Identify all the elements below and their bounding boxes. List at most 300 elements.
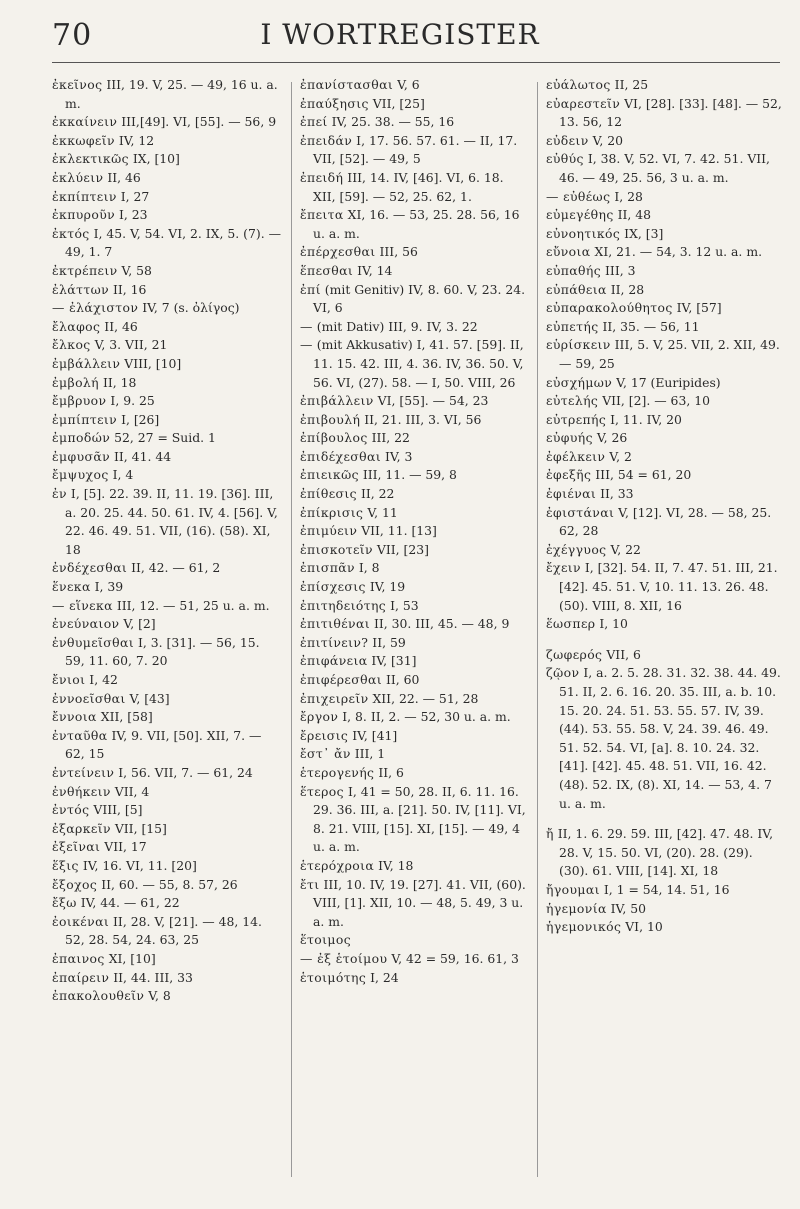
- entry-headword: ἔξοχος: [52, 876, 98, 892]
- section-gap: [546, 813, 782, 825]
- entry-references: VII, 17: [100, 839, 147, 855]
- entry-references: I, 17. 56. 57. 61. — II, 17. VII, [52]. — 49, 5: [313, 132, 518, 167]
- entry-references: I, 27: [116, 188, 150, 204]
- entry-references: XII, [58]: [96, 709, 153, 725]
- entry-headword: ἐκτρέπειν: [52, 262, 118, 278]
- index-entry: [300, 578, 526, 597]
- entry-references: II, 48: [613, 207, 652, 223]
- index-entry: [546, 95, 782, 132]
- entry-headword: εὐαρεστεῖν: [546, 95, 621, 111]
- entry-headword: — ἐξ ἑτοίμου: [300, 950, 388, 966]
- entry-references: I, 8: [354, 560, 380, 576]
- index-entry: [52, 671, 282, 690]
- entry-headword: ἕωσπερ: [546, 616, 596, 632]
- entry-headword: ἐξαρκεῖν: [52, 820, 111, 836]
- entry-references: V, 3. VII, 21: [90, 337, 168, 353]
- entry-references: V, 26: [592, 430, 628, 446]
- entry-references: II, 28: [606, 281, 645, 297]
- entry-headword: ἔξω: [52, 895, 77, 911]
- entry-headword: ἐμβολή: [52, 374, 100, 390]
- index-entry: [52, 894, 282, 913]
- entry-headword: ἐφιστάναι: [546, 504, 615, 520]
- entry-references: V, 6: [393, 77, 420, 92]
- entry-headword: ἐφεξῆς: [546, 467, 592, 483]
- entry-headword: ἔλαφος: [52, 318, 101, 334]
- entry-headword: ἐνεύναιον: [52, 616, 120, 632]
- index-entry: [546, 76, 782, 95]
- entry-headword: ζῷον: [546, 665, 580, 681]
- index-entry: [52, 801, 282, 820]
- entry-headword: εὐφυής: [546, 430, 593, 446]
- entry-references: II, 6: [374, 764, 404, 780]
- index-entry: [52, 634, 282, 671]
- index-entry: [300, 429, 526, 448]
- entry-references: IV, 12: [114, 132, 155, 148]
- entry-references: IV, [41]: [348, 727, 398, 743]
- index-entry: [300, 541, 526, 560]
- entry-headword: ἐπαινος: [52, 950, 105, 966]
- entry-references: I, 11. IV, 20: [606, 411, 682, 427]
- index-entry: [546, 504, 782, 541]
- entry-headword: ἐνθήκειν: [52, 783, 111, 799]
- entry-headword: ἐπιχειρεῖν: [300, 690, 369, 706]
- index-entry: [546, 411, 782, 430]
- index-entry: [52, 318, 282, 337]
- entry-references: V, 20: [588, 132, 623, 148]
- entry-references: I, 28: [610, 188, 643, 204]
- entry-headword: ἐπιμύειν: [300, 523, 358, 539]
- entry-headword: ἐντείνειν: [52, 764, 115, 780]
- index-entry: [52, 355, 282, 374]
- index-entry: [52, 448, 282, 467]
- entry-references: VI, [28]. [33]. [48]. — 52, 13. 56, 12: [559, 95, 782, 130]
- index-entry: [52, 429, 282, 448]
- entry-headword: —: [300, 337, 313, 353]
- index-entry: [300, 95, 526, 114]
- entry-headword: ἐξεῖναι: [52, 839, 101, 855]
- entry-headword: ἐφέλκειν: [546, 448, 606, 464]
- entry-headword: ἡγεμονία: [546, 900, 607, 916]
- index-entry: [300, 76, 526, 95]
- entry-headword: ἐχέγγυος: [546, 541, 607, 557]
- entry-headword: ἐμφυσᾶν: [52, 448, 111, 464]
- index-entry: [546, 541, 782, 560]
- entry-headword: εὐπαθής: [546, 262, 602, 278]
- entry-references: VII, [23]: [372, 541, 429, 557]
- index-entry: [52, 132, 282, 151]
- index-entry: [300, 485, 526, 504]
- entry-headword: ἔτι: [300, 876, 320, 892]
- entry-headword: εὐτρεπής: [546, 411, 607, 427]
- index-entry: [300, 448, 526, 467]
- entry-headword: εὐδειν: [546, 132, 589, 148]
- entry-references: II, 42. — 61, 2: [127, 560, 221, 576]
- entry-headword: ἐπίβουλος: [300, 430, 368, 446]
- entry-headword: ἐπαύξησις: [300, 95, 369, 111]
- index-entry: [52, 950, 282, 969]
- entry-headword: ἐπίσχεσις: [300, 579, 366, 595]
- entry-references: I, 8. II, 2. — 52, 30 u. a. m.: [338, 709, 511, 725]
- entry-headword: ἐπαίρειν: [52, 969, 110, 985]
- index-entry: [52, 708, 282, 727]
- entry-references: III, 10. IV, 19. [27]. 41. VII, (60). VIII, [1]. XII, 10. — 48, 5. 49, 3 u. a. m.: [313, 876, 526, 929]
- index-entry: [546, 225, 782, 244]
- entry-references: II, 28. V, [21]. — 48, 14. 52, 28. 54, 24. 63, 25: [65, 913, 262, 948]
- entry-headword: ἔργον: [300, 709, 339, 725]
- running-head: I WORTREGISTER: [260, 18, 540, 51]
- index-entry: [546, 664, 782, 813]
- entry-references: VIII, [5]: [89, 802, 143, 818]
- entry-headword: ἐπίθεσις: [300, 486, 357, 502]
- index-entry: [52, 820, 282, 839]
- index-entry: [300, 876, 526, 932]
- entry-headword: ἔστ᾽ ἄν: [300, 746, 351, 762]
- entry-headword: ζωφερός: [546, 646, 603, 662]
- entry-headword: ἐκπυροῦν: [52, 207, 116, 223]
- entry-references: IV, 19: [365, 579, 406, 595]
- entry-headword: ἕξις: [52, 857, 79, 873]
- entry-references: II, 59: [368, 634, 406, 650]
- index-entry: [52, 597, 282, 616]
- entry-references: III,[49]. VI, [55]. — 56, 9: [117, 114, 277, 130]
- entry-references: II, 44. III, 33: [109, 969, 193, 985]
- entry-references: II, 35. — 56, 11: [598, 318, 700, 334]
- entry-references: I, 38. V, 52. VI, 7. 42. 51. VII, 46. — 49, 25. 56, 3 u. a. m.: [559, 151, 770, 185]
- index-entry: [52, 374, 282, 393]
- entry-references: VII, [15]: [110, 820, 167, 836]
- index-entry: [546, 881, 782, 900]
- entry-references: II, 33: [596, 486, 634, 502]
- entry-references: (mit Dativ) III, 9. IV, 3. 22: [312, 318, 478, 334]
- index-entry: [300, 132, 526, 169]
- index-entry: [300, 504, 526, 523]
- index-entry: [52, 188, 282, 207]
- entry-headword: ἐπακολουθεῖν: [52, 988, 145, 1004]
- index-entry: [300, 411, 526, 430]
- index-entry: [546, 466, 782, 485]
- index-entry: [300, 969, 526, 988]
- entry-references: I, 53: [386, 597, 419, 613]
- entry-headword: ἑτερογενής: [300, 764, 375, 780]
- entry-references: III, 1: [350, 746, 386, 762]
- entry-references: VII, 4: [110, 783, 150, 799]
- entry-references: I, a. 2. 5. 28. 31. 32. 38. 44. 49. 51. II, 2. 6. 16. 20. 35. III, a. b. 10. 15. 20. 24. 51. 53. 55. 57. IV, 39. (44). 53. 55. 58. V, 24. 39. 46. 49. 51. 52. 54. VI, [a]. 8. 10. 24. 32. [41]. [42]. 45. 48. 51. VII, 16. 42. (48). 52. IX, (8). XI, 14. — 53, 4. 7 u. a. m.: [559, 665, 781, 811]
- entry-headword: ἔλκος: [52, 337, 91, 353]
- index-entry: [300, 764, 526, 783]
- entry-references: III, 14. IV, [46]. VI, 6. 18. XII, [59]. — 52, 25. 62, 1.: [313, 169, 504, 204]
- entry-headword: εὐνοητικός: [546, 225, 621, 241]
- index-entry: [52, 411, 282, 430]
- index-entry: [300, 950, 526, 969]
- index-entry: [52, 281, 282, 300]
- entry-references: VI, 10: [621, 919, 663, 935]
- entry-headword: — εὐθέως: [546, 188, 611, 204]
- index-entry: [52, 727, 282, 764]
- entry-references: I, [5]. 22. 39. II, 11. 19. [36]. III, a. 20. 25. 44. 50. 61. IV, 4. [56]. V, 22. 46. 49. 51. VII, (16). (58). XI, 18: [65, 486, 278, 557]
- entry-references: IV, 25. 38. — 55, 16: [327, 114, 455, 130]
- entry-references: III, 19. V, 25. — 49, 16 u. a. m.: [65, 77, 278, 111]
- index-entry: [52, 987, 282, 1006]
- index-entry: [52, 206, 282, 225]
- entry-references: V, 17 (Euripides): [612, 374, 721, 390]
- entry-references: II, 60. — 55, 8. 57, 26: [97, 876, 238, 892]
- entry-references: V, 11: [363, 504, 398, 520]
- entry-references: V, 8: [144, 988, 171, 1004]
- index-entry: [52, 262, 282, 281]
- entry-headword: εὐπαρακολούθητος: [546, 300, 673, 316]
- entry-references: IV, [57]: [672, 300, 722, 316]
- column-2: [300, 76, 526, 1186]
- entry-references: IV, 9. VII, [50]. XII, 7. — 62, 15: [65, 727, 262, 762]
- index-entry: [52, 764, 282, 783]
- index-entry: [300, 857, 526, 876]
- entry-references: I, [32]. 54. II, 7. 47. 51. III, 21. [42]. 45. 51. V, 10. 11. 13. 26. 48. (50). VIII, 8. XII, 16: [559, 560, 778, 613]
- entry-references: I, 24: [366, 969, 399, 985]
- index-entry: [300, 206, 526, 243]
- entry-references: IX, [3]: [620, 225, 664, 241]
- entry-headword: ἐλάττων: [52, 281, 110, 297]
- entry-references: IV, 44. — 61, 22: [76, 895, 180, 911]
- entry-references: III, 5. V, 25. VII, 2. XII, 49. — 59, 25: [559, 337, 780, 371]
- entry-headword: ἕτοιμος: [300, 932, 352, 948]
- entry-references: VII, 6: [602, 646, 641, 662]
- entry-headword: ἐπί: [300, 281, 321, 297]
- entry-references: I, 3. [31]. — 56, 15. 59, 11. 60, 7. 20: [65, 634, 260, 669]
- index-entry: [52, 169, 282, 188]
- entry-references: (mit Genitiv) IV, 8. 60. V, 23. 24. VI, 6: [313, 281, 526, 316]
- index-entry: [300, 113, 526, 132]
- entry-headword: εὐσχήμων: [546, 374, 613, 390]
- entry-references: XII, 22. — 51, 28: [368, 690, 479, 706]
- entry-headword: ἕπεσθαι: [300, 262, 354, 278]
- entry-headword: ἔνιοι: [52, 672, 86, 687]
- entry-references: II, 21. III, 3. VI, 56: [360, 411, 482, 427]
- entry-references: II, 41. 44: [110, 448, 172, 464]
- entry-headword: ἕνεκα: [52, 579, 91, 595]
- index-entry: [300, 634, 526, 653]
- entry-headword: ἐκπίπτειν: [52, 188, 117, 204]
- entry-headword: ἑτοιμότης: [300, 969, 367, 985]
- entry-references: XI, 21. — 54, 3. 12 u. a. m.: [590, 244, 763, 260]
- entry-headword: ἐπισπᾶν: [300, 560, 355, 576]
- entry-headword: ἐπιβάλλειν: [300, 393, 374, 409]
- entry-references: III, 22: [367, 430, 410, 446]
- entry-headword: ἔννοια: [52, 709, 97, 725]
- entry-references: II, 18: [99, 374, 137, 390]
- page-header: [0, 0, 800, 70]
- entry-headword: εὐμεγέθης: [546, 207, 614, 223]
- entry-headword: ἐννοεῖσθαι: [52, 690, 126, 706]
- entry-headword: εὐτελής: [546, 393, 599, 409]
- entry-headword: ἐπειδή: [300, 169, 344, 185]
- index-entry: [546, 485, 782, 504]
- index-entry: [546, 132, 782, 151]
- entry-references: II, 30. III, 45. — 48, 9: [370, 616, 510, 632]
- entry-headword: ἔχειν: [546, 560, 581, 576]
- index-entry: [300, 708, 526, 727]
- entry-headword: ἤγουμαι: [546, 881, 600, 897]
- index-entry: [52, 969, 282, 988]
- entry-references: II, 22: [357, 486, 395, 502]
- entry-references: VIII, [10]: [120, 355, 182, 371]
- index-entry: [52, 615, 282, 634]
- index-entry: [300, 169, 526, 206]
- entry-references: VII, [2]. — 63, 10: [598, 393, 710, 409]
- entry-references: V, [43]: [125, 690, 170, 706]
- entry-headword: ἐμπίπτειν: [52, 411, 118, 427]
- entry-references: 52, 27 = Suid. 1: [110, 430, 216, 446]
- index-entry: [546, 243, 782, 262]
- index-entry: [300, 727, 526, 746]
- index-entry: [546, 336, 782, 373]
- entry-references: V, [12]. VI, 28. — 58, 25. 62, 28: [559, 504, 772, 539]
- entry-headword: ἐκλύειν: [52, 169, 104, 185]
- entry-references: (mit Akkusativ) I, 41. 57. [59]. II, 11. 15. 42. III, 4. 36. IV, 36. 50. V, 56. VI, (27). 58. — I, 50. VIII, 26: [312, 337, 524, 390]
- index-entry: [52, 838, 282, 857]
- entry-headword: ἔρεισις: [300, 727, 349, 743]
- index-entry: [300, 522, 526, 541]
- entry-references: I, 10: [595, 616, 628, 632]
- column-3: [546, 76, 782, 1186]
- entry-headword: εὑρίσκειν: [546, 337, 611, 353]
- entry-headword: εὐάλωτος: [546, 77, 611, 92]
- entry-references: IV, [31]: [367, 653, 417, 669]
- entry-headword: ἐνθυμεῖσθαι: [52, 634, 135, 650]
- entry-headword: ἐπιφέρεσθαι: [300, 672, 382, 687]
- entry-references: I, 39: [90, 579, 124, 595]
- index-entry: [546, 825, 782, 881]
- index-entry: [546, 150, 782, 187]
- entry-headword: ἐκτός: [52, 225, 90, 241]
- entry-references: IV, 50: [606, 900, 646, 916]
- entry-references: IX, [10]: [128, 151, 180, 167]
- entry-references: VI, [55]. — 54, 23: [373, 393, 489, 409]
- index-entry: [52, 336, 282, 355]
- entry-references: V, [2]: [119, 616, 156, 632]
- entry-references: IV, 14: [353, 262, 393, 278]
- entry-headword: ἐπειδάν: [300, 132, 353, 148]
- entry-headword: ἐπέρχεσθαι: [300, 244, 376, 260]
- entry-headword: ἐπισκοτεῖν: [300, 541, 373, 557]
- column-divider: [537, 82, 538, 1177]
- index-entry: [300, 318, 526, 337]
- index-entry: [546, 188, 782, 207]
- index-entry: [52, 392, 282, 411]
- entry-references: I, 23: [115, 207, 148, 223]
- column-divider: [291, 82, 292, 1177]
- index-entry: [546, 281, 782, 300]
- index-entry: [546, 646, 782, 665]
- entry-references: III, 54 = 61, 20: [591, 467, 692, 483]
- entry-references: I, 56. VII, 7. — 61, 24: [114, 764, 253, 780]
- entry-references: I, 41 = 50, 28. II, 6. 11. 16. 29. 36. III, a. [21]. 50. IV, [11]. VI, 8. 21. VIII, [15]. XI, [15]. — 49, 4 u. a. m.: [313, 783, 526, 855]
- index-entry: [546, 900, 782, 919]
- entry-headword: — εἵνεκα: [52, 597, 113, 613]
- entry-references: XI, 16. — 53, 25. 28. 56, 16 u. a. m.: [313, 207, 520, 241]
- entry-headword: ἐπίκρισις: [300, 504, 364, 520]
- entry-headword: ἐοικέναι: [52, 913, 110, 929]
- entry-references: IV, 3: [381, 448, 413, 464]
- entry-headword: ἕτερος: [300, 783, 345, 799]
- index-entry: [546, 374, 782, 393]
- index-entry: [52, 857, 282, 876]
- index-entry: [52, 113, 282, 132]
- index-entry: [52, 150, 282, 169]
- index-entry: [52, 690, 282, 709]
- section-gap: [546, 634, 782, 646]
- entry-references: I, 1 = 54, 14. 51, 16: [599, 881, 730, 897]
- index-entry: [546, 918, 782, 937]
- index-entry: [52, 578, 282, 597]
- entry-headword: ἐκλεκτικῶς: [52, 151, 129, 167]
- index-entry: [52, 225, 282, 262]
- index-entry: [52, 76, 282, 113]
- entry-headword: ἐπιτιθέναι: [300, 616, 371, 632]
- entry-headword: ἐπιτίνειν?: [300, 634, 369, 650]
- entry-references: II, 46: [103, 169, 141, 185]
- entry-headword: ἐπιφάνεια: [300, 653, 368, 669]
- entry-references: I, 42: [85, 672, 118, 687]
- entry-headword: ἐνταῦθα: [52, 727, 108, 743]
- entry-headword: ἐκκαίνειν: [52, 114, 118, 130]
- index-entry: [52, 485, 282, 559]
- index-columns: [52, 76, 787, 1186]
- column-1: [52, 76, 282, 1186]
- page-number: 70: [52, 18, 93, 53]
- index-entry: [52, 783, 282, 802]
- entry-headword: —: [300, 318, 313, 334]
- entry-references: II, 25: [610, 77, 649, 92]
- entry-headword: ἐπιβουλή: [300, 411, 361, 427]
- entry-references: IV, 16. VI, 11. [20]: [78, 857, 197, 873]
- entry-references: I, 4: [108, 467, 134, 483]
- index-entry: [52, 913, 282, 950]
- entry-references: II, 60: [382, 672, 420, 687]
- entry-headword: ἑτερόχροια: [300, 857, 375, 873]
- entry-references: XI, [10]: [104, 950, 156, 966]
- entry-headword: ἐπανίστασθαι: [300, 77, 394, 92]
- entry-headword: ἡγεμονικός: [546, 919, 622, 935]
- index-entry: [300, 262, 526, 281]
- entry-headword: ἐνδέχεσθαι: [52, 560, 128, 576]
- entry-references: VII, [25]: [368, 95, 425, 111]
- index-entry: [300, 652, 526, 671]
- entry-headword: ἔμβρυον: [52, 393, 107, 409]
- index-entry: [300, 690, 526, 709]
- entry-references: V, 22: [606, 541, 641, 557]
- entry-references: III, 11. — 59, 8: [358, 467, 457, 483]
- index-entry: [546, 206, 782, 225]
- index-entry: [52, 466, 282, 485]
- index-entry: [300, 745, 526, 764]
- index-entry: [546, 615, 782, 634]
- index-entry: [546, 299, 782, 318]
- entry-references: I, [26]: [117, 411, 160, 427]
- index-entry: [300, 615, 526, 634]
- index-entry: [546, 448, 782, 467]
- index-entry: [300, 931, 526, 950]
- entry-headword: ἐντός: [52, 802, 90, 818]
- entry-headword: ἐκκωφεῖν: [52, 132, 115, 148]
- index-entry: [300, 281, 526, 318]
- index-entry: [300, 466, 526, 485]
- entry-headword: ἤ: [546, 826, 554, 842]
- entry-references: V, 58: [117, 262, 152, 278]
- entry-headword: ἐπιτηδειότης: [300, 597, 387, 613]
- entry-headword: εὐπάθεια: [546, 281, 607, 297]
- entry-headword: εὐθύς: [546, 151, 584, 167]
- index-entry: [300, 336, 526, 392]
